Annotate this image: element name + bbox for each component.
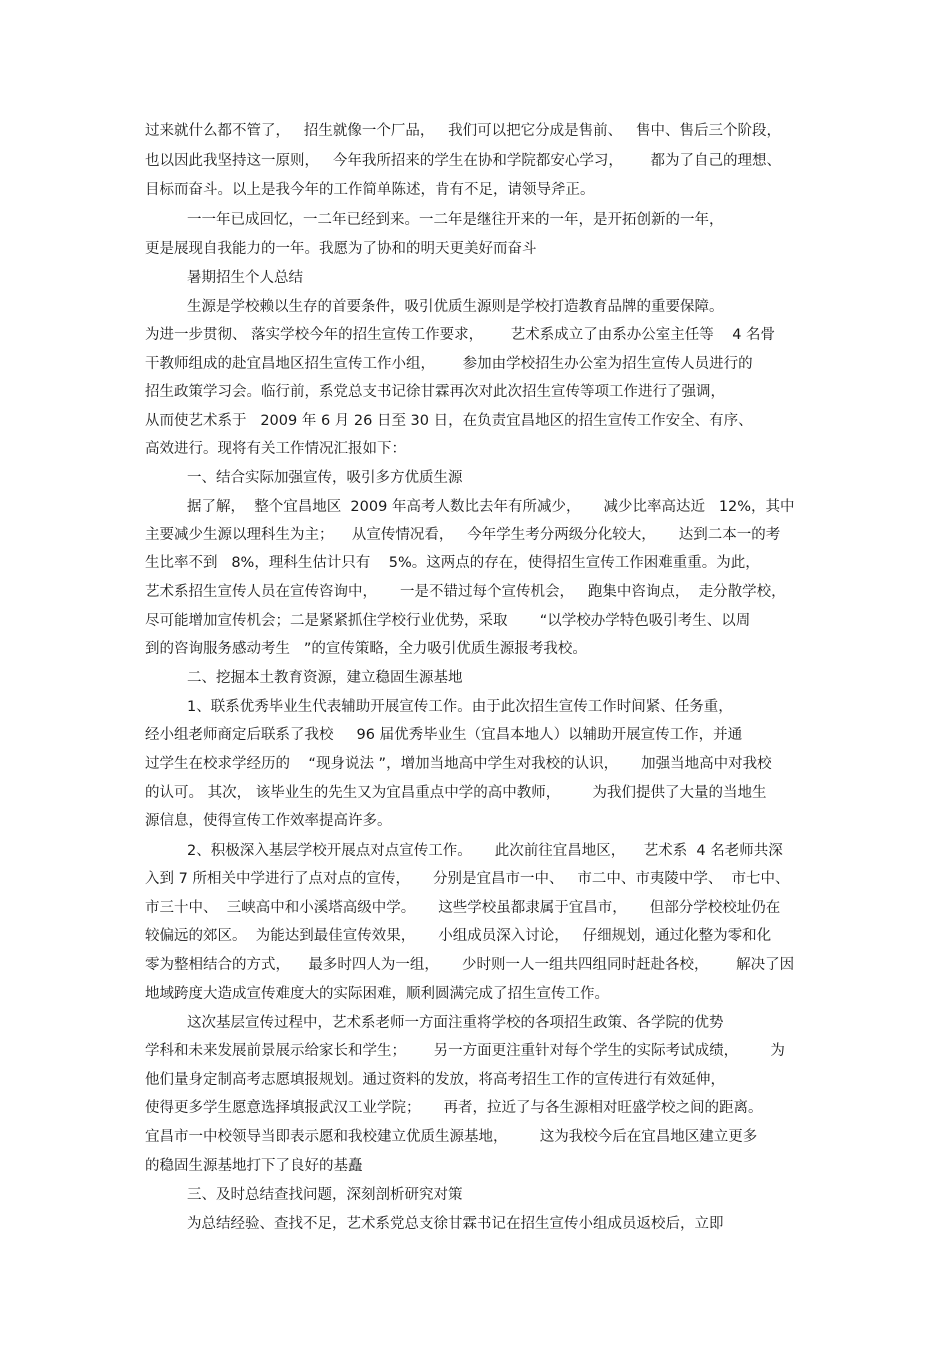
text-line: 学科和未来发展前景展示给家长和学生； 另一方面更注重针对每个学生的实际考试成绩， 为: [145, 1043, 785, 1059]
text-line: 零为整相结合的方式， 最多时四人为一组， 少时则一人一组共四组同时赶赴各校， 解决了因: [145, 957, 795, 973]
text-line: 较偏远的郊区。 为能达到最佳宣传效果， 小组成员深入讨论， 仔细规划，通过化整为零和化: [145, 928, 772, 944]
text-line: 主要减少生源以理科生为主； 从宣传情况看， 今年学生考分两级分化较大， 达到二本一的考: [145, 527, 781, 543]
text-line: 入到 7 所相关中学进行了点对点的宣传， 分别是宜昌市一中、 市二中、市夷陵中学、 市七中、: [145, 871, 790, 887]
text-line: 干教师组成的赴宜昌地区招生宣传工作小组， 参加由学校招生办公室为招生宣传人员进行的: [145, 356, 753, 372]
text-line: 过学生在校求学经历的 “现身说法 ”，增加当地高中学生对我校的认识， 加强当地高中对我校: [145, 756, 772, 772]
text-line: 目标而奋斗。以上是我今年的工作简单陈述，肯有不足，请领导斧正。: [145, 182, 595, 198]
text-line: 的认可。 其次， 该毕业生的先生又为宜昌重点中学的高中教师， 为我们提供了大量的当地生: [145, 785, 767, 801]
text-line: 尽可能增加宣传机会；二是紧紧抓住学校行业优势，采取 “以学校办学特色吸引考生、以周: [145, 613, 751, 629]
text-line: 1、联系优秀毕业生代表辅助开展宣传工作。由于此次招生宣传工作时间紧、任务重，: [187, 699, 733, 715]
text-line: 宜昌市一中校领导当即表示愿和我校建立优质生源基地， 这为我校今后在宜昌地区建立更多: [145, 1129, 758, 1145]
section-heading: 二、挖掘本土教育资源，建立稳固生源基地: [187, 670, 463, 686]
text-line: 过来就什么都不管了， 招生就像一个厂品， 我们可以把它分成是售前、 售中、售后三个阶段，: [145, 123, 781, 139]
text-line: 经小组老师商定后联系了我校 96 届优秀毕业生（宜昌本地人）以辅助开展宣传工作，并通: [145, 727, 743, 743]
text-line: 使得更多学生愿意选择填报武汉工业学院； 再者，拉近了与各生源相对旺盛学校之间的距离。: [145, 1100, 763, 1116]
text-line: 高效进行。现将有关工作情况汇报如下：: [145, 441, 406, 457]
text-line: 生源是学校赖以生存的首要条件，吸引优质生源则是学校打造教育品牌的重要保障。: [187, 299, 724, 315]
text-line: 这次基层宣传过程中，艺术系老师一方面注重将学校的各项招生政策、各学院的优势: [187, 1015, 724, 1031]
text-line: 据了解， 整个宜昌地区 2009 年高考人数比去年有所减少， 减少比率高达近 12%，其中: [187, 499, 795, 515]
section-heading: 三、及时总结查找问题，深刻剖析研究对策: [187, 1187, 463, 1203]
text-line: 更是展现自我能力的一年。我愿为了协和的明天更美好而奋斗: [145, 241, 537, 257]
text-line: 到的咨询服务感动考生 ”的宣传策略，全力吸引优质生源报考我校。: [145, 641, 587, 657]
text-line: 为总结经验、查找不足，艺术系党总支徐甘霖书记在招生宣传小组成员返校后，立即: [187, 1216, 724, 1232]
section-title: 暑期招生个人总结: [187, 270, 303, 286]
text-line: 招生政策学习会。临行前，系党总支书记徐甘霖再次对此次招生宣传等项工作进行了强调，: [145, 384, 725, 400]
text-line: 2、积极深入基层学校开展点对点宣传工作。 此次前往宜昌地区， 艺术系 4 名老师共深: [187, 843, 783, 859]
text-line: 市三十中、 三峡高中和小溪塔高级中学。 这些学校虽都隶属于宜昌市， 但部分学校校址仍在: [145, 900, 781, 916]
text-line: 的稳固生源基地打下了良好的基矗: [145, 1158, 363, 1174]
section-heading: 一、结合实际加强宣传，吸引多方优质生源: [187, 470, 463, 486]
text-line: 为进一步贯彻、 落实学校今年的招生宣传工作要求， 艺术系成立了由系办公室主任等 4 名骨: [145, 327, 776, 343]
text-line: 他们量身定制高考志愿填报规划。通过资料的发放，将高考招生工作的宣传进行有效延伸，: [145, 1072, 725, 1088]
text-line: 地域跨度大造成宣传难度大的实际困难，顺利圆满完成了招生宣传工作。: [145, 986, 609, 1002]
text-line: 一一年已成回忆，一二年已经到来。一二年是继往开来的一年，是开拓创新的一年，: [187, 212, 724, 228]
text-line: 也以因此我坚持这一原则， 今年我所招来的学生在协和学院都安心学习， 都为了自己的理想、: [145, 153, 781, 169]
text-line: 源信息，使得宣传工作效率提高许多。: [145, 813, 392, 829]
text-line: 艺术系招生宣传人员在宣传咨询中， 一是不错过每个宣传机会， 跑集中咨询点， 走分散学校，: [145, 584, 786, 600]
text-line: 生比率不到 8%，理科生估计只有 5%。这两点的存在，使得招生宣传工作困难重重。为此，: [145, 555, 760, 571]
text-line: 从而使艺术系于 2009 年 6 月 26 日至 30 日，在负责宜昌地区的招生宣传工作安全、有序、: [145, 413, 753, 429]
